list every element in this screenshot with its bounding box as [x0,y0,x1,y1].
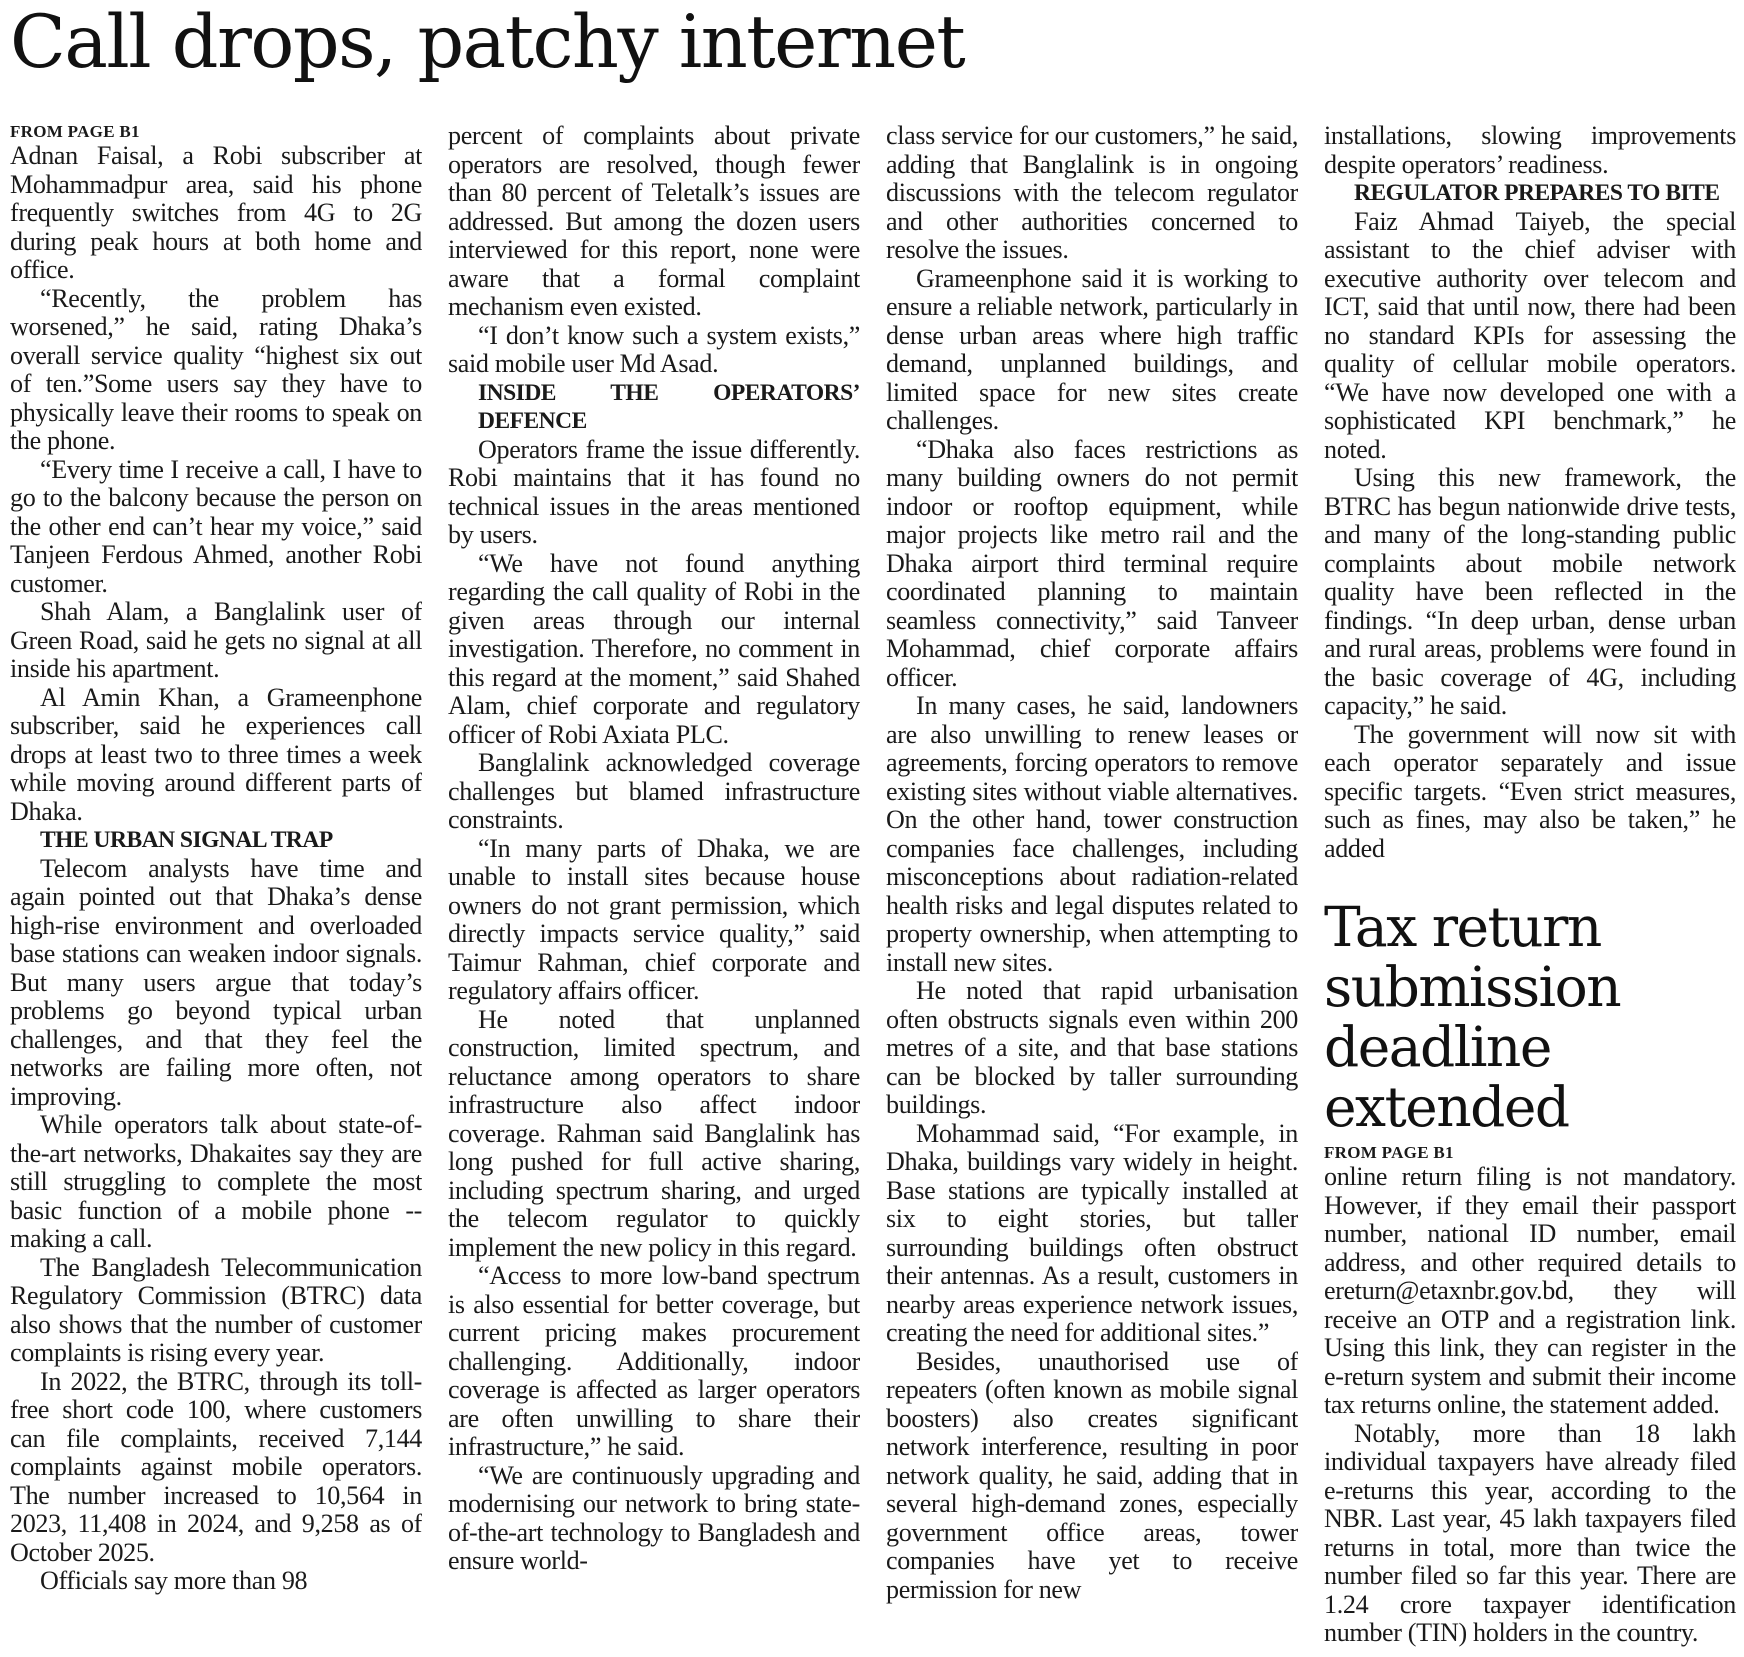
paragraph: “In many parts of Dhaka, we are unable to install sites because house owners do not grant permission, which directly impacts service quality,” said Taimur Rahman, chief corporate and regulatory affairs officer. [448,833,860,1005]
paragraph: Using this new framework, the BTRC has begun nationwide drive tests, and many of the long-standing public complaints about mobile network quality have been reflected in the findings. “In deep urban, dense urban and rural areas, problems were found in the basic coverage of 4G, including capacity,” he said. [1324,463,1736,720]
paragraph: Telecom analysts have time and again pointed out that Dhaka’s dense high-rise environment and overloaded base stations can weaken indoor signals. But many users argue that today’s problems go beyond typical urban challenges, and that they feel the networks are failing more often, not improving. [10,853,422,1111]
article-column-3 [886,122,1298,1604]
paragraph: “Dhaka also faces restrictions as many building owners do not permit indoor or rooftop equipment, while major projects like metro rail and the Dhaka airport third terminal require coordinated planning to maintain seamless connectivity,” said Tanveer Mohammad, chief corporate affairs officer. [886,434,1298,692]
article-column-1 [10,122,422,1596]
paragraph: The government will now sit with each operator separately and issue specific targets. “Even strict measures, such as fines, may also be taken,” he added [1324,719,1736,863]
paragraph: Al Amin Khan, a Grameenphone subscriber, said he experiences call drops at least two to three times a week while moving around different parts of Dhaka. [10,682,422,826]
paragraph: In many cases, he said, landowners are also unwilling to renew leases or agreements, forcing operators to remove existing sites without viable alternatives. On the other hand, tower construction companies face challenges, including misconceptions about radiation-related health risks and legal disputes related to property ownership, when attempting to install new sites. [886,691,1298,977]
paragraph: Operators frame the issue differently. Robi maintains that it has found no technical issues in the areas mentioned by users. [448,434,860,549]
paragraph: Banglalink acknowledged coverage challenges but blamed infrastructure constraints. [448,748,860,834]
paragraph: “Every time I receive a call, I have to go to the balcony because the person on the other end can’t hear my voice,” said Tanjeen Ferdous Ahmed, another Robi customer. [10,454,422,598]
paragraph: online return filing is not mandatory. However, if they email their passport number, national ID number, email address, and other required details to ereturn@etaxnbr.gov.bd, they will receive an OTP and a registration link. Using this link, they can register in the e-return system and submit their income tax returns online, the statement added. [1324,1162,1736,1419]
paragraph: Adnan Faisal, a Robi subscriber at Mohammadpur area, said his phone frequently switches from 4G to 2G during peak hours at both home and office. [10,141,422,284]
paragraph: installations, slowing improvements despite operators’ readiness. [1324,122,1736,179]
tax-return-headline: Tax return submission deadline extended [1324,895,1621,1139]
paragraph: Grameenphone said it is working to ensure a reliable network, particularly in dense urban areas where high traffic demand, unplanned buildings, and limited space for new sites create challenges. [886,263,1298,435]
subheading-operators-defence: INSIDE THE OPERATORS’ DEFENCE [478,379,860,434]
paragraph: “We are continuously upgrading and modernising our network to bring state-of-the-art technology to Bangladesh and ensure world- [448,1460,860,1575]
subheading-regulator-prepares: REGULATOR PREPARES TO BITE [1354,180,1720,206]
paragraph: In 2022, the BTRC, through its toll-free short code 100, where customers can file complaints, received 7,144 complaints against mobile operators. The number increased to 10,564 in 2023, 11,408 in 2024, and 9,258 as of October 2025. [10,1366,422,1567]
paragraph: Officials say more than 98 [40,1566,308,1595]
paragraph: Faiz Ahmad Taiyeb, the special assistant to the chief adviser with executive authority over telecom and ICT, said that until now, there had been no standard KPIs for assessing the quality of cellular mobile operators. “We have now developed one with a sophisticated KPI benchmark,” he noted. [1324,206,1736,464]
paragraph: While operators talk about state-of-the-art networks, Dhakaites say they are still struggling to complete the most basic function of a mobile phone -- making a call. [10,1110,422,1253]
paragraph: Besides, unauthorised use of repeaters (often known as mobile signal boosters) also creates significant network interference, resulting in poor network quality, he said, adding that in several high-demand zones, especially government office areas, tower companies have yet to receive permission for new [886,1346,1298,1604]
paragraph: He noted that rapid urbanisation often obstructs signals even within 200 metres of a site, and that base stations can be blocked by taller surrounding buildings. [886,976,1298,1119]
from-page-label: FROM PAGE B1 [1324,1143,1454,1162]
paragraph: Mohammad said, “For example, in Dhaka, buildings vary widely in height. Base stations are typically installed at six to eight stories, but taller surrounding buildings often obstruct their antennas. As a result, customers in nearby areas experience network issues, creating the need for additional sites.” [886,1118,1298,1347]
article-column-4 [1324,122,1736,1648]
article-column-2 [448,122,860,1576]
paragraph: The Bangladesh Telecommunication Regulatory Commission (BTRC) data also shows that the number of customer complaints is rising every year. [10,1252,422,1367]
paragraph: He noted that unplanned construction, limited spectrum, and reluctance among operators to share infrastructure also affect indoor coverage. Rahman said Banglalink has long pushed for full active sharing, including spectrum sharing, and urged the telecom regulator to quickly implement the new policy in this regard. [448,1004,860,1262]
paragraph: “I don’t know such a system exists,” said mobile user Md Asad. [448,320,860,378]
from-page-label: FROM PAGE B1 [10,122,140,141]
subheading-urban-signal-trap: THE URBAN SIGNAL TRAP [40,827,333,853]
paragraph: “Access to more low-band spectrum is also essential for better coverage, but current pricing makes procurement challenging. Additionally, indoor coverage is affected as larger operators are often unwilling to share their infrastructure,” he said. [448,1261,860,1461]
paragraph: Shah Alam, a Banglalink user of Green Road, said he gets no signal at all inside his apartment. [10,597,422,683]
article-headline: Call drops, patchy internet [10,0,965,85]
paragraph: Notably, more than 18 lakh individual taxpayers have already filed e-returns this year, according to the NBR. Last year, 45 lakh taxpayers filed returns in total, more than twice the number filed so far this year. There are 1.24 crore taxpayer identification number (TIN) holders in the country. [1324,1418,1736,1647]
paragraph: class service for our customers,” he said, adding that Banglalink is in ongoing discussions with the telecom regulator and other authorities concerned to resolve the issues. [886,122,1298,264]
paragraph: percent of complaints about private operators are resolved, though fewer than 80 percent of Teletalk’s issues are addressed. But among the dozen users interviewed for this report, none were aware that a formal complaint mechanism even existed. [448,122,860,321]
paragraph: “We have not found anything regarding the call quality of Robi in the given areas through our internal investigation. Therefore, no comment in this regard at the moment,” said Shahed Alam, chief corporate and regulatory officer of Robi Axiata PLC. [448,548,860,749]
paragraph: “Recently, the problem has worsened,” he said, rating Dhaka’s overall service quality “highest six out of ten.”Some users say they have to physically leave their rooms to speak on the phone. [10,283,422,455]
